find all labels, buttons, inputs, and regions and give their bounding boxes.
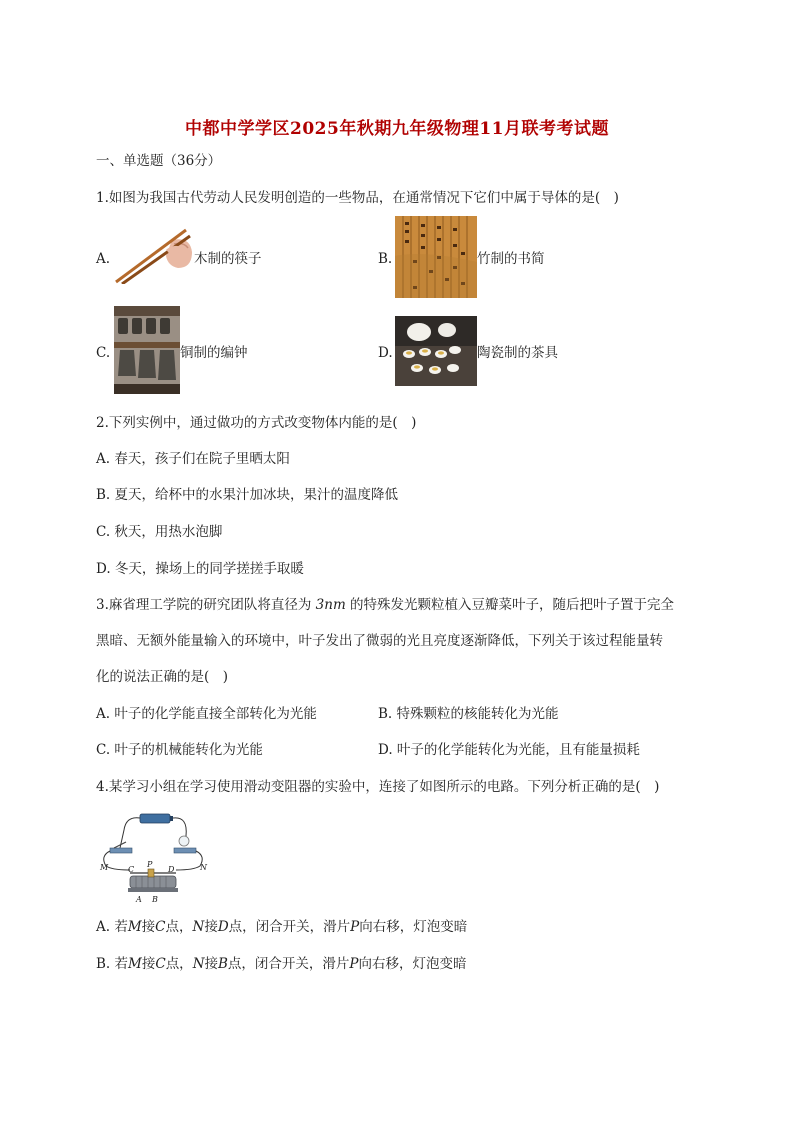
var: C: [155, 919, 166, 935]
q2-option-c: C. 秋天，用热水泡脚: [96, 524, 223, 540]
text: 点，闭合开关，滑片: [228, 919, 351, 935]
q4-option-b: [96, 954, 467, 974]
rheostat-shape: [130, 876, 176, 888]
text: 接: [204, 919, 218, 935]
text: 接: [204, 956, 218, 972]
q1-option-a-letter: A.: [96, 251, 111, 267]
label-b: B: [152, 895, 158, 904]
q2-option-a: A. 春天，孩子们在院子里晒太阳: [96, 451, 290, 467]
label-n: N: [200, 863, 207, 872]
var: D: [217, 919, 229, 935]
text: 向右移，灯泡变暗: [359, 919, 468, 935]
q1-option-d-text: 陶瓷制的茶具: [477, 345, 558, 361]
text: 点，闭合开关，滑片: [227, 956, 350, 972]
q1-option-b-text: 竹制的书简: [477, 251, 545, 267]
question-2-stem: 2.下列实例中，通过做功的方式改变物体内能的是( ): [96, 415, 417, 431]
q3-stem-part: 3.麻省理工学院的研究团队将直径为: [96, 597, 316, 613]
q1-option-a-text: 木制的筷子: [194, 251, 262, 267]
var: P: [349, 956, 359, 972]
lamp-shape: [179, 836, 189, 846]
q3-diameter-value: 3nm: [315, 597, 346, 613]
question-3-stem-line-1: [96, 595, 674, 615]
label-m: M: [100, 863, 109, 872]
q3-option-c: C. 叶子的机械能转化为光能: [96, 742, 263, 758]
chopsticks-image: [112, 222, 194, 284]
text: 点，: [165, 956, 193, 972]
text: 点，: [165, 919, 193, 935]
var: N: [192, 919, 205, 935]
text: B. 若: [96, 956, 129, 972]
battery-shape: [140, 814, 170, 823]
text: 向右移，灯泡变暗: [358, 956, 467, 972]
var: B: [218, 956, 228, 972]
tea-set-image: [395, 316, 477, 386]
label-p: P: [147, 860, 153, 869]
var: M: [128, 956, 142, 972]
var: P: [350, 919, 360, 935]
switch-shape: [110, 848, 132, 853]
var: M: [127, 919, 142, 935]
q3-option-b: B. 特殊颗粒的核能转化为光能: [378, 706, 559, 722]
label-c: C: [128, 865, 135, 874]
q3-option-a: A. 叶子的化学能直接全部转化为光能: [96, 706, 317, 722]
text: A. 若: [96, 919, 128, 935]
question-1-stem: 1.如图为我国古代劳动人民发明创造的一些物品，在通常情况下它们中属于导体的是( ): [96, 190, 619, 206]
circuit-diagram: [96, 808, 211, 906]
q1-option-b-letter: B.: [378, 251, 393, 267]
question-3-stem-line-2: 黑暗、无额外能量输入的环境中，叶子发出了微弱的光且亮度逐渐降低，下列关于该过程能量转: [96, 633, 663, 649]
q4-option-a: [96, 917, 467, 937]
var: C: [155, 956, 166, 972]
q1-option-d-letter: D.: [378, 345, 393, 361]
bamboo-slips-image: [395, 216, 477, 298]
label-d: D: [168, 865, 175, 874]
q1-option-c-text: 铜制的编钟: [180, 345, 248, 361]
question-3-stem-line-3: 化的说法正确的是( ): [96, 669, 229, 685]
q2-option-b: B. 夏天，给杯中的水果汁加冰块，果汁的温度降低: [96, 487, 399, 503]
bronze-bells-image: [114, 306, 180, 394]
text: 接: [141, 956, 156, 972]
exam-title: 中都中学学区2025年秋期九年级物理11月联考考试题: [185, 119, 609, 139]
var: N: [192, 956, 205, 972]
q1-option-c-letter: C.: [96, 345, 111, 361]
question-4-stem: 4.某学习小组在学习使用滑动变阻器的实验中，连接了如图所示的电路。下列分析正确的是( ): [96, 779, 660, 795]
q2-option-d: D. 冬天，操场上的同学搓搓手取暖: [96, 561, 304, 577]
q3-stem-part: 的特殊发光颗粒植入豆瓣菜叶子，随后把叶子置于完全: [345, 597, 675, 613]
label-a: A: [136, 895, 142, 904]
q3-option-d: D. 叶子的化学能转化为光能，且有能量损耗: [378, 742, 640, 758]
text: 接: [141, 919, 156, 935]
section-heading: 一、单选题（36分）: [96, 153, 222, 169]
